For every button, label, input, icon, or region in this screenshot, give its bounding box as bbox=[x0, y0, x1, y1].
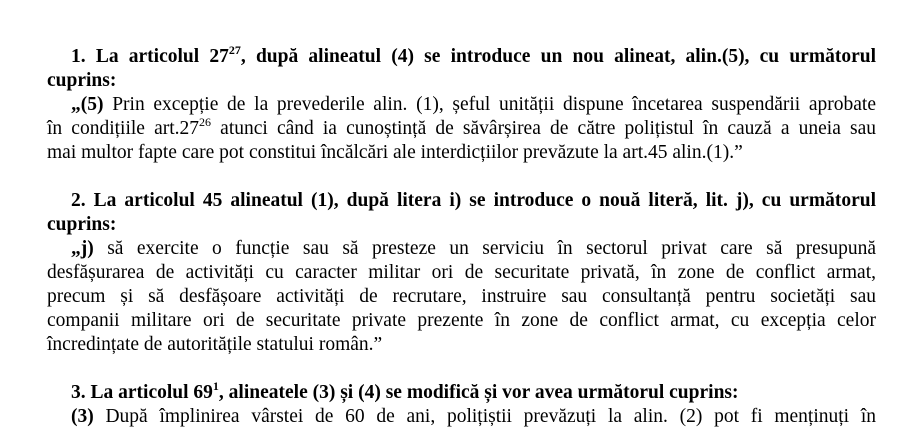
amendment-3-heading bbox=[47, 378, 876, 405]
amendment-1-body-line1 bbox=[47, 93, 876, 117]
letter-marker: „j) bbox=[71, 238, 94, 259]
amendment-1-body-text: în condițiile art.27 bbox=[47, 118, 200, 139]
amendment-2-heading: 2. La articolul 45 alineatul (1), după litera i) se introduce o nouă literă, lit. j), cu următorul bbox=[71, 190, 876, 211]
amendment-1-body-line2 bbox=[47, 114, 876, 141]
amendment-3-body-text: După împlinirea vârstei de 60 de ani, polițiștii prevăzuți la alin. (2) pot fi menținuți în bbox=[93, 406, 876, 427]
amendment-1-heading bbox=[47, 42, 876, 69]
amendment-3-heading-text: 3. La articolul 69 bbox=[71, 382, 213, 403]
amendment-1-heading-superscript: 27 bbox=[228, 42, 241, 57]
amendment-1-heading-line2: cuprins: bbox=[47, 70, 117, 91]
paragraph-marker: (3) bbox=[71, 406, 94, 427]
amendment-3-body-line1 bbox=[47, 405, 876, 429]
amendment-1-body-line3: mai multor fapte care pot constitui încălcări ale interdicțiilor prevăzute la art.45 alin.(1).” bbox=[47, 142, 743, 163]
amendment-1 bbox=[47, 42, 876, 165]
paragraph-marker: „(5) bbox=[71, 94, 104, 115]
amendment-1-body-text: Prin excepție de la prevederile alin. (1), șeful unității dispune încetarea suspendării aprobate bbox=[103, 94, 876, 115]
spacer bbox=[47, 357, 876, 381]
document-page bbox=[47, 42, 876, 429]
amendment-1-body-text: atunci când ia cunoștință de săvârșirea de către polițistul în cauză a uneia sau bbox=[211, 118, 876, 139]
amendment-2-body-line4: companii militare ori de securitate private prezente în zone de conflict armat, cu excepția celor bbox=[47, 310, 876, 331]
amendment-2-body-line3: precum și să desfășoare activități de recrutare, instruire sau consultanță pentru societăți sau bbox=[47, 286, 876, 307]
article-superscript: 26 bbox=[199, 114, 212, 129]
amendment-2-body-line5: încredințate de autoritățile statului român.” bbox=[47, 334, 383, 355]
amendment-3-heading-superscript: 1 bbox=[212, 378, 219, 393]
amendment-2-body-line2: desfășurarea de activități cu caracter militar ori de securitate privată, în zone de conflict armat, bbox=[47, 262, 876, 283]
amendment-2-body-text: să exercite o funcție sau să presteze un serviciu în sectorul privat care să presupună bbox=[93, 238, 876, 259]
amendment-1-heading-rest: , după alineatul (4) se introduce un nou alineat, alin.(5), cu următorul bbox=[240, 46, 876, 67]
amendment-1-heading-text: 1. La articolul 27 bbox=[71, 46, 229, 67]
amendment-2 bbox=[47, 189, 876, 357]
spacer bbox=[47, 165, 876, 189]
amendment-2-heading-line2: cuprins: bbox=[47, 214, 117, 235]
amendment-3 bbox=[47, 378, 876, 429]
amendment-2-body-line1 bbox=[47, 237, 876, 261]
amendment-3-heading-rest: , alineatele (3) și (4) se modifică și vor avea următorul cuprins: bbox=[218, 382, 739, 403]
